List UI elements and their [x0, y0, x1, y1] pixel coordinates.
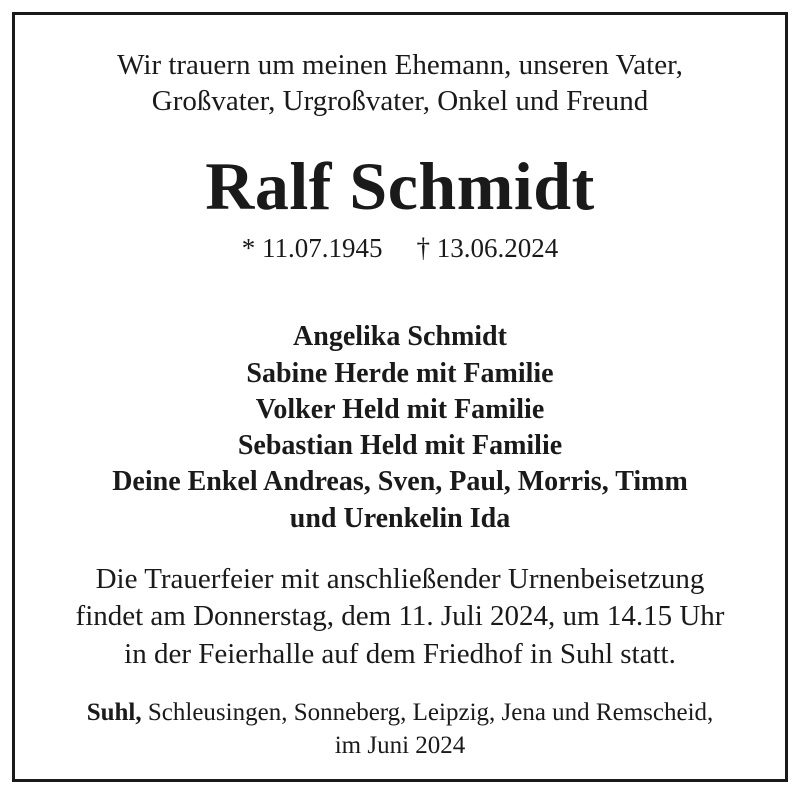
mourner-line: und Urenkelin Ida — [289, 503, 511, 534]
place-date: im Juni 2024 — [334, 732, 466, 759]
service-line-3: in der Feierhalle auf dem Friedhof in Suhl statt. — [124, 638, 676, 670]
mourner-line: Volker Held mit Familie — [255, 394, 545, 425]
service-line-1: Die Trauerfeier mit anschließender Urnenbeisetzung — [95, 563, 705, 595]
other-towns: Schleusingen, Sonneberg, Leipzig, Jena und Remscheid, — [141, 699, 714, 726]
mourner-line: Sabine Herde mit Familie — [246, 358, 554, 389]
death-date: † 13.06.2024 — [416, 233, 559, 263]
mourner-line: Sebastian Held mit Familie — [237, 430, 563, 461]
place-line — [0, 700, 800, 725]
main-town: Suhl, — [86, 699, 142, 726]
service-line-2: findet am Donnerstag, dem 11. Juli 2024, um 14.15 Uhr — [75, 600, 725, 632]
mourner-line: Angelika Schmidt — [293, 321, 507, 352]
intro-line-2: Großvater, Urgroßvater, Onkel und Freund — [151, 85, 649, 117]
life-dates — [0, 235, 800, 262]
mourner-line: Deine Enkel Andreas, Sven, Paul, Morris, Timm — [112, 466, 688, 497]
birth-date: * 11.07.1945 — [241, 233, 383, 263]
intro-line-1: Wir trauern um meinen Ehemann, unseren Vater, — [117, 49, 683, 81]
deceased-name: Ralf Schmidt — [205, 148, 595, 224]
